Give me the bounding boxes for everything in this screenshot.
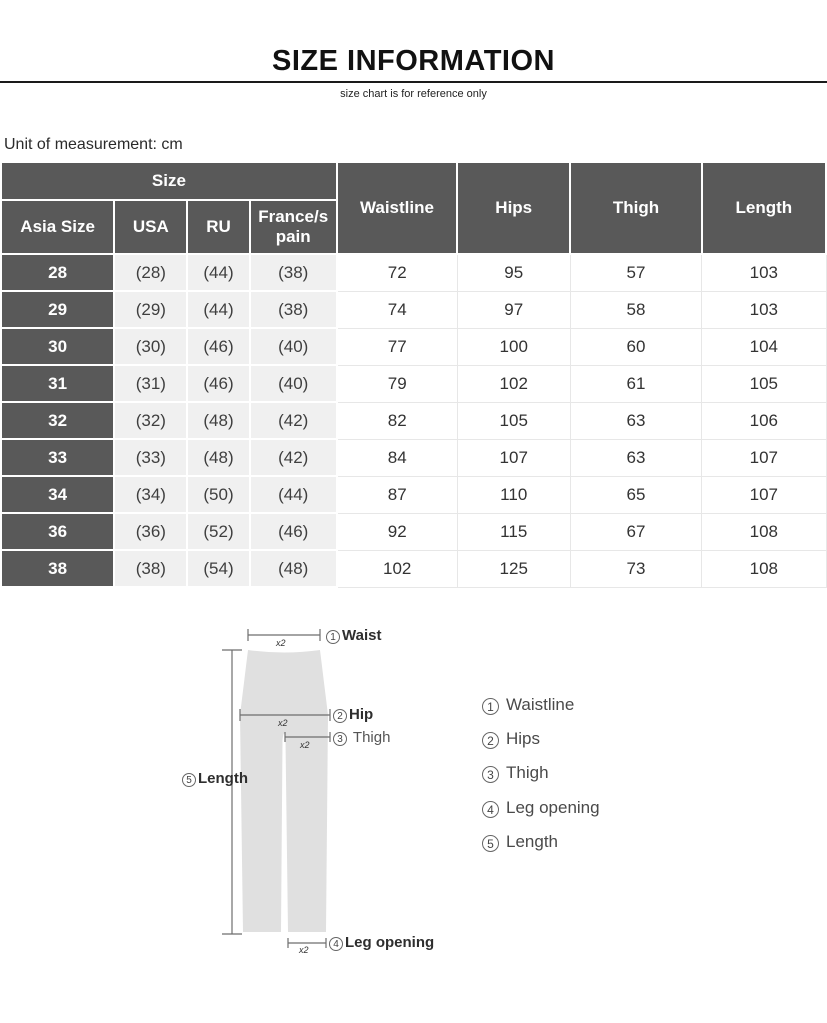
cell-ru: (48)	[187, 402, 249, 439]
cell-hips: 110	[457, 476, 570, 513]
circled-number-1-icon: 1	[326, 630, 340, 644]
cell-asia: 28	[1, 254, 114, 291]
table-row	[1, 439, 826, 476]
cell-usa: (34)	[114, 476, 187, 513]
cell-france: (38)	[250, 254, 337, 291]
legend-item-thigh	[482, 763, 549, 783]
cell-waistline: 84	[337, 439, 457, 476]
header-size-group: Size	[1, 162, 337, 200]
x2-hip-label: x2	[278, 718, 288, 728]
cell-ru: (50)	[187, 476, 249, 513]
legend-item-leg-opening	[482, 798, 600, 818]
legend-leg-opening-text: Leg opening	[506, 798, 600, 817]
table-row	[1, 254, 826, 291]
cell-usa: (33)	[114, 439, 187, 476]
cell-length: 107	[702, 476, 826, 513]
cell-asia: 31	[1, 365, 114, 402]
table-row	[1, 513, 826, 550]
callout-thigh-text: Thigh	[352, 729, 391, 746]
cell-france: (42)	[250, 439, 337, 476]
cell-length: 106	[702, 402, 826, 439]
header-asia-size: Asia Size	[1, 200, 114, 254]
legend-circled-2-icon: 2	[482, 732, 499, 749]
cell-waistline: 72	[337, 254, 457, 291]
cell-thigh: 60	[570, 328, 701, 365]
cell-usa: (36)	[114, 513, 187, 550]
cell-thigh: 67	[570, 513, 701, 550]
header-ru: RU	[187, 200, 249, 254]
legend-circled-1-icon: 1	[482, 698, 499, 715]
x2-waist-label: x2	[276, 638, 286, 648]
cell-length: 107	[702, 439, 826, 476]
legend-waistline-text: Waistline	[506, 695, 575, 714]
x2-leg-opening-label: x2	[299, 945, 309, 955]
cell-usa: (32)	[114, 402, 187, 439]
callout-leg-opening-text: Leg opening	[345, 934, 435, 951]
legend-circled-5-icon: 5	[482, 835, 499, 852]
cell-hips: 125	[457, 550, 570, 587]
header-france-spain: France/s pain	[250, 200, 337, 254]
cell-length: 103	[702, 254, 826, 291]
cell-length: 108	[702, 513, 826, 550]
cell-waistline: 82	[337, 402, 457, 439]
cell-asia: 34	[1, 476, 114, 513]
cell-ru: (54)	[187, 550, 249, 587]
cell-thigh: 57	[570, 254, 701, 291]
size-table-body	[1, 254, 826, 587]
pants-diagram-graphic	[0, 588, 827, 981]
cell-thigh: 73	[570, 550, 701, 587]
cell-ru: (46)	[187, 365, 249, 402]
cell-france: (46)	[250, 513, 337, 550]
header-thigh: Thigh	[570, 162, 701, 254]
cell-length: 105	[702, 365, 826, 402]
cell-length: 108	[702, 550, 826, 587]
cell-hips: 105	[457, 402, 570, 439]
callout-hip-text: Hip	[349, 706, 374, 723]
cell-hips: 102	[457, 365, 570, 402]
cell-thigh: 63	[570, 402, 701, 439]
header-waistline: Waistline	[337, 162, 457, 254]
cell-waistline: 77	[337, 328, 457, 365]
cell-hips: 100	[457, 328, 570, 365]
circled-number-5-icon: 5	[182, 773, 196, 787]
table-row	[1, 365, 826, 402]
cell-thigh: 65	[570, 476, 701, 513]
size-table-head	[1, 162, 826, 254]
table-row	[1, 402, 826, 439]
cell-asia: 32	[1, 402, 114, 439]
table-row	[1, 291, 826, 328]
callout-thigh	[333, 730, 390, 746]
cell-asia: 30	[1, 328, 114, 365]
subtitle: size chart is for reference only	[340, 88, 487, 100]
cell-waistline: 74	[337, 291, 457, 328]
cell-ru: (48)	[187, 439, 249, 476]
x2-thigh-label: x2	[300, 740, 310, 750]
legend-circled-4-icon: 4	[482, 801, 499, 818]
cell-usa: (28)	[114, 254, 187, 291]
legend-length-text: Length	[506, 832, 558, 851]
cell-asia: 38	[1, 550, 114, 587]
cell-france: (42)	[250, 402, 337, 439]
callout-waist-text: Waist	[342, 627, 382, 644]
callout-length	[182, 771, 248, 787]
table-row	[1, 476, 826, 513]
size-table	[0, 161, 827, 588]
callout-waist	[326, 628, 381, 644]
cell-waistline: 92	[337, 513, 457, 550]
cell-hips: 97	[457, 291, 570, 328]
cell-france: (48)	[250, 550, 337, 587]
cell-usa: (30)	[114, 328, 187, 365]
cell-france: (40)	[250, 328, 337, 365]
cell-ru: (44)	[187, 291, 249, 328]
header-length: Length	[702, 162, 826, 254]
page-title: SIZE INFORMATION	[272, 45, 555, 77]
cell-asia: 33	[1, 439, 114, 476]
cell-asia: 36	[1, 513, 114, 550]
unit-note: Unit of measurement: cm	[4, 136, 183, 153]
cell-hips: 115	[457, 513, 570, 550]
circled-number-4-icon: 4	[329, 937, 343, 951]
callout-leg-opening	[329, 935, 434, 951]
legend-item-hips	[482, 729, 540, 749]
measurement-diagram	[0, 588, 827, 981]
cell-france: (40)	[250, 365, 337, 402]
table-row	[1, 328, 826, 365]
table-row	[1, 550, 826, 587]
cell-asia: 29	[1, 291, 114, 328]
pants-silhouette	[240, 650, 328, 932]
legend-circled-3-icon: 3	[482, 766, 499, 783]
header-usa: USA	[114, 200, 187, 254]
circled-number-3-icon: 3	[333, 732, 347, 746]
cell-usa: (38)	[114, 550, 187, 587]
header-hips: Hips	[457, 162, 570, 254]
cell-usa: (31)	[114, 365, 187, 402]
cell-ru: (52)	[187, 513, 249, 550]
circled-number-2-icon: 2	[333, 709, 347, 723]
cell-waistline: 102	[337, 550, 457, 587]
cell-waistline: 87	[337, 476, 457, 513]
cell-thigh: 61	[570, 365, 701, 402]
cell-thigh: 58	[570, 291, 701, 328]
legend-item-length	[482, 832, 558, 852]
legend-item-waistline	[482, 695, 574, 715]
legend-thigh-text: Thigh	[506, 763, 549, 782]
cell-france: (44)	[250, 476, 337, 513]
cell-hips: 107	[457, 439, 570, 476]
cell-usa: (29)	[114, 291, 187, 328]
legend-hips-text: Hips	[506, 729, 541, 748]
callout-hip	[333, 707, 373, 723]
cell-thigh: 63	[570, 439, 701, 476]
cell-ru: (46)	[187, 328, 249, 365]
cell-hips: 95	[457, 254, 570, 291]
title-divider	[0, 81, 827, 83]
cell-length: 104	[702, 328, 826, 365]
cell-ru: (44)	[187, 254, 249, 291]
callout-length-text: Length	[198, 770, 248, 787]
cell-france: (38)	[250, 291, 337, 328]
cell-waistline: 79	[337, 365, 457, 402]
cell-length: 103	[702, 291, 826, 328]
